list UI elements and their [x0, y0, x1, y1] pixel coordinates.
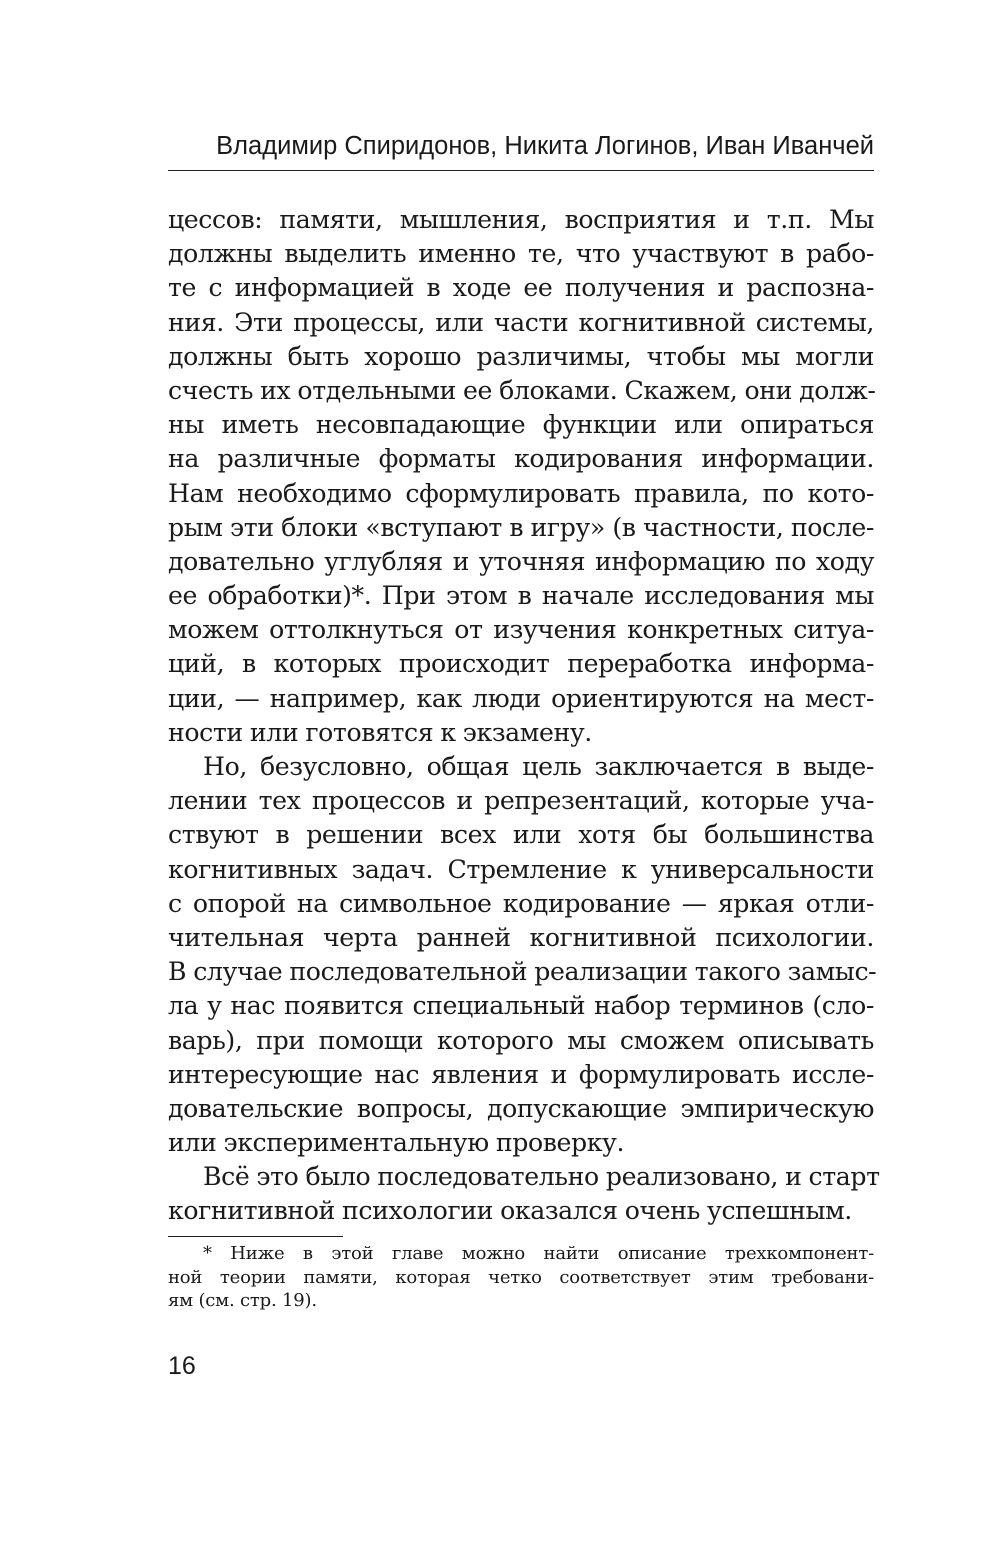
footnote-rule	[168, 1236, 343, 1237]
text-line: на различные форматы кодирования информации.	[168, 444, 874, 474]
text-line: цессов: памяти, мышления, восприятия и т.п. Мы	[168, 205, 874, 234]
text-line: Всё это было последовательно реализовано, и старт	[203, 1162, 880, 1192]
text-line: Но, безусловно, общая цель заключается в выде-	[203, 752, 874, 781]
running-head: Владимир Спиридонов, Никита Логинов, Иван Иванчей	[216, 132, 874, 160]
footnote-line: ям (см. стр. 19).	[168, 1290, 317, 1311]
text-line: рым эти блоки «вступают в игру» (в частности, после-	[168, 512, 874, 542]
footnote-line: ной теории памяти, которая четко соответствует этим требовани-	[168, 1266, 874, 1288]
text-line: ции, — например, как люди ориентируются на мест-	[168, 683, 874, 713]
main-text	[168, 203, 880, 1229]
text-line: должны быть хорошо различимы, чтобы мы могли	[168, 341, 874, 371]
text-line: ности или готовятся к экзамену.	[168, 717, 592, 747]
text-line: Нам необходимо сформулировать правила, по кото-	[168, 478, 874, 508]
text-line: с опорой на символьное кодирование — яркая отли-	[168, 888, 874, 918]
text-line: ствуют в решении всех или хотя бы большинства	[168, 820, 874, 850]
text-line: варь), при помощи которого мы сможем описывать	[168, 1025, 874, 1055]
footnote	[168, 1242, 874, 1313]
page-number: 16	[168, 1352, 196, 1380]
text-line: ций, в которых происходит переработка информа-	[168, 649, 874, 679]
text-line: когнитивных задач. Стремление к универсальности	[168, 854, 874, 884]
paragraph-1	[168, 203, 874, 750]
text-line: когнитивной психологии оказался очень успешным.	[168, 1196, 852, 1226]
paragraph-2	[168, 750, 877, 1160]
paragraph-3	[168, 1160, 880, 1228]
text-line: те с информацией в ходе ее получения и распозна-	[168, 273, 874, 303]
text-line: ны иметь несовпадающие функции или опираться	[168, 410, 874, 440]
text-line: ее обработки)*. При этом в начале исследования мы	[168, 581, 874, 611]
text-line: можем оттолкнуться от изучения конкретных ситуа-	[168, 615, 874, 645]
text-line: должны выделить именно те, что участвуют в рабо-	[168, 239, 874, 269]
text-line: или экспериментальную проверку.	[168, 1128, 625, 1158]
text-line: В случае последовательной реализации такого замыс-	[168, 957, 877, 987]
footnote-line: * Ниже в этой главе можно найти описание трехкомпонент-	[203, 1243, 874, 1264]
text-line: ния. Эти процессы, или части когнитивной системы,	[168, 307, 874, 337]
text-line: ла у нас появится специальный набор терминов (сло-	[168, 991, 874, 1021]
text-line: довательские вопросы, допускающие эмпирическую	[168, 1093, 874, 1123]
text-line: лении тех процессов и репрезентаций, которые уча-	[168, 786, 874, 816]
text-line: счесть их отдельными ее блоками. Скажем, они долж-	[168, 375, 876, 405]
text-line: интересующие нас явления и формулировать иссле-	[168, 1059, 874, 1089]
header-rule	[168, 170, 874, 171]
text-line: довательно углубляя и уточняя информацию по ходу	[168, 546, 874, 576]
text-line: чительная черта ранней когнитивной психологии.	[168, 922, 874, 952]
